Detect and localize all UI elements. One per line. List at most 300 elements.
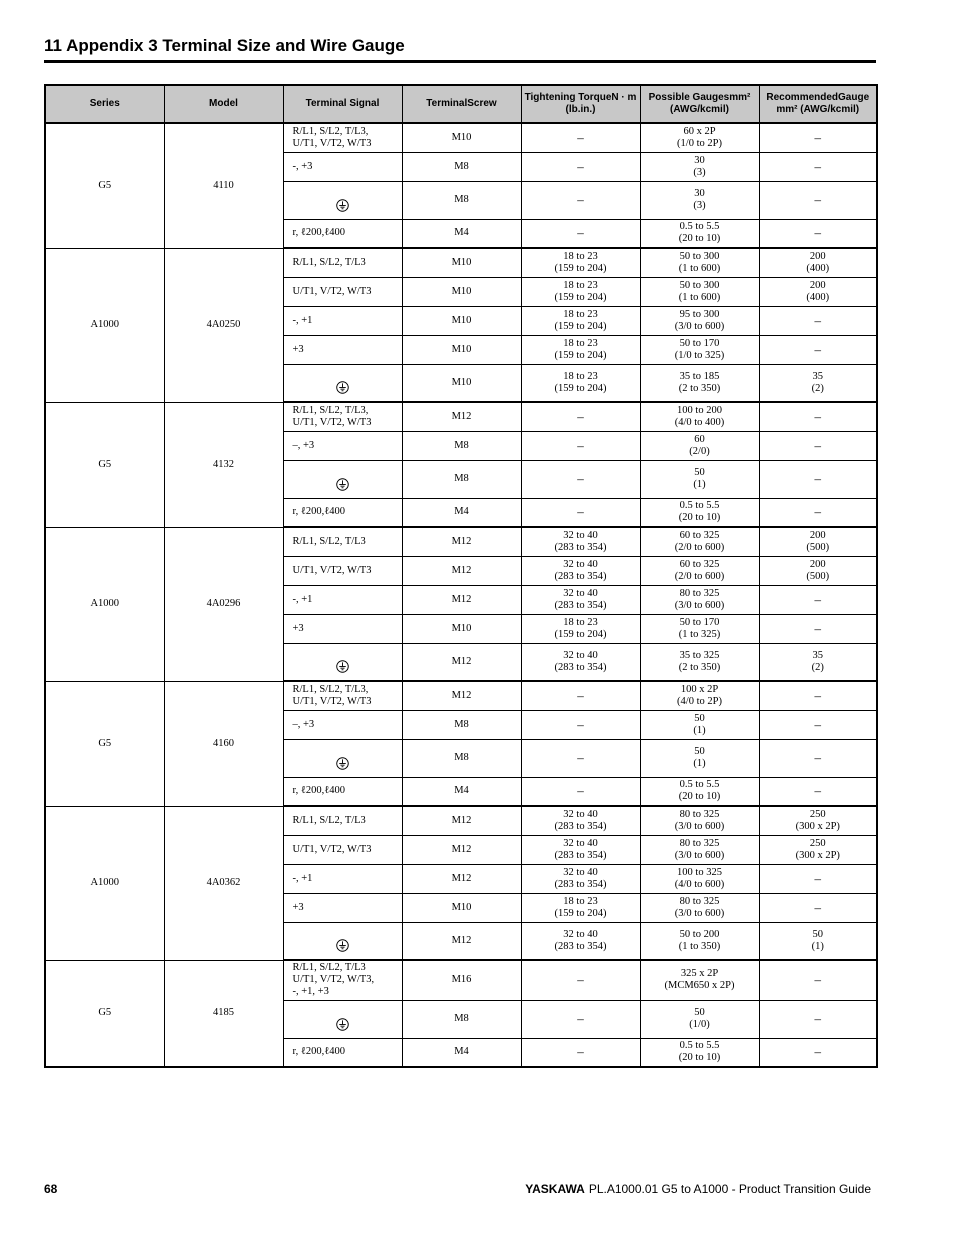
recommended-gauge-cell-line: 200 xyxy=(809,279,826,291)
recommended-gauge-cell-line: (300 x 2P) xyxy=(795,849,840,861)
tightening-torque-cell-line: (159 to 204) xyxy=(554,320,607,332)
tightening-torque-cell xyxy=(521,181,640,219)
header-tightening-torque xyxy=(521,85,640,123)
terminal-signal-cell-line: +3 xyxy=(292,622,304,634)
possible-gauge-cell-line: (MCM650 x 2P) xyxy=(664,980,735,992)
tightening-torque-cell-line: (283 to 354) xyxy=(554,570,607,582)
terminal-size-table xyxy=(44,84,878,1068)
possible-gauge-cell xyxy=(640,806,759,835)
tightening-torque-cell-line: – xyxy=(577,972,584,988)
possible-gauge-cell-line: 50 xyxy=(694,712,705,724)
tightening-torque-cell xyxy=(521,739,640,777)
possible-gauge-cell-line: 60 xyxy=(694,433,705,445)
terminal-signal-cell xyxy=(283,152,402,181)
header-terminal-signal xyxy=(283,85,402,123)
terminal-screw-cell: M8 xyxy=(402,460,521,498)
tightening-torque-cell-line: – xyxy=(577,158,584,174)
tightening-torque-cell-line: – xyxy=(577,408,584,424)
terminal-signal-cell-line: U/T1, V/T2, W/T3 xyxy=(292,285,372,297)
possible-gauge-cell-line: (4/0 to 600) xyxy=(674,878,725,890)
tightening-torque-cell-line: 18 to 23 xyxy=(563,337,598,349)
possible-gauge-cell-line: (3) xyxy=(693,166,706,178)
terminal-signal-cell xyxy=(283,527,402,556)
recommended-gauge-cell xyxy=(759,460,877,498)
table-row xyxy=(45,527,877,556)
tightening-torque-cell-line: 32 to 40 xyxy=(563,529,598,541)
terminal-signal-cell-line: R/L1, S/L2, T/L3, xyxy=(292,683,369,695)
terminal-signal-cell xyxy=(283,248,402,277)
page-number: 68 xyxy=(44,1182,58,1196)
possible-gauge-cell-line: 50 xyxy=(694,467,705,478)
recommended-gauge-cell xyxy=(759,710,877,739)
footer-doc-info xyxy=(525,1182,871,1196)
possible-gauge-cell xyxy=(640,710,759,739)
possible-gauge-cell-line: (1 to 600) xyxy=(678,291,721,303)
terminal-signal-cell xyxy=(283,710,402,739)
possible-gauge-cell-line: (1 to 325) xyxy=(678,628,721,640)
recommended-gauge-cell-line: 200 xyxy=(809,558,826,570)
header-line: Possible Gauges xyxy=(648,92,730,103)
terminal-signal-cell-line: U/T1, V/T2, W/T3 xyxy=(292,843,372,855)
recommended-gauge-cell xyxy=(759,306,877,335)
possible-gauge-cell-line: 80 to 325 xyxy=(679,837,720,849)
terminal-signal-cell xyxy=(283,498,402,527)
terminal-screw-cell: M8 xyxy=(402,1000,521,1038)
terminal-signal-cell-line: -, +1 xyxy=(292,872,313,884)
recommended-gauge-cell-line: (500) xyxy=(806,570,830,582)
terminal-signal-cell-line: R/L1, S/L2, T/L3, xyxy=(292,125,369,137)
possible-gauge-cell-line: 50 to 170 xyxy=(679,616,720,628)
possible-gauge-cell-line: (1) xyxy=(693,758,706,769)
possible-gauge-cell-line: 50 to 200 xyxy=(679,928,720,940)
terminal-screw-cell: M8 xyxy=(402,710,521,739)
tightening-torque-cell xyxy=(521,864,640,893)
header-possible-gauges xyxy=(640,85,759,123)
recommended-gauge-cell-line: – xyxy=(814,225,821,241)
terminal-signal-cell xyxy=(283,864,402,893)
tightening-torque-cell-line: (159 to 204) xyxy=(554,907,607,919)
possible-gauge-cell xyxy=(640,306,759,335)
recommended-gauge-cell-line: (2) xyxy=(811,382,824,394)
terminal-screw-cell: M4 xyxy=(402,1038,521,1067)
possible-gauge-cell-line: (1) xyxy=(693,724,706,736)
tightening-torque-cell-line: – xyxy=(577,716,584,732)
recommended-gauge-cell xyxy=(759,922,877,960)
recommended-gauge-cell-line: – xyxy=(814,972,821,988)
tightening-torque-cell-line: (283 to 354) xyxy=(554,940,607,952)
tightening-torque-cell-line: 18 to 23 xyxy=(563,279,598,291)
footer-doc-title: PL.A1000.01 G5 to A1000 - Product Transition Guide xyxy=(588,1182,871,1196)
terminal-signal-cell xyxy=(283,614,402,643)
terminal-signal-cell-line: R/L1, S/L2, T/L3 xyxy=(292,535,366,547)
terminal-signal-cell xyxy=(283,364,402,402)
recommended-gauge-cell-line: – xyxy=(814,312,821,328)
terminal-signal-cell xyxy=(283,306,402,335)
recommended-gauge-cell xyxy=(759,335,877,364)
recommended-gauge-cell-line: – xyxy=(814,437,821,453)
tightening-torque-cell-line: 32 to 40 xyxy=(563,928,598,940)
possible-gauge-cell xyxy=(640,643,759,681)
possible-gauge-cell-line: 30 xyxy=(694,154,705,166)
recommended-gauge-cell xyxy=(759,835,877,864)
tightening-torque-cell-line: – xyxy=(577,750,584,765)
header-line: Model xyxy=(209,98,238,109)
possible-gauge-cell xyxy=(640,364,759,402)
recommended-gauge-cell xyxy=(759,681,877,710)
terminal-signal-cell xyxy=(283,431,402,460)
terminal-signal-cell-line: +3 xyxy=(292,343,304,355)
terminal-signal-cell-line: +3 xyxy=(292,901,304,913)
possible-gauge-cell xyxy=(640,123,759,152)
possible-gauge-cell-line: (20 to 10) xyxy=(678,512,721,524)
possible-gauge-cell-line: 50 xyxy=(694,1007,705,1018)
header-line: Gauge mm² (AWG/ xyxy=(776,92,870,115)
terminal-signal-cell xyxy=(283,681,402,710)
recommended-gauge-cell xyxy=(759,585,877,614)
tightening-torque-cell xyxy=(521,527,640,556)
possible-gauge-cell-line: 100 to 200 xyxy=(677,404,722,416)
possible-gauge-cell-line: (1/0) xyxy=(689,1019,710,1030)
terminal-signal-cell xyxy=(283,335,402,364)
tightening-torque-cell-line: – xyxy=(577,1011,584,1026)
terminal-screw-cell: M12 xyxy=(402,643,521,681)
terminal-signal-cell xyxy=(283,1038,402,1067)
tightening-torque-cell-line: 32 to 40 xyxy=(563,649,598,661)
table-row xyxy=(45,681,877,710)
possible-gauge-cell-line: (3/0 to 600) xyxy=(674,320,725,332)
possible-gauge-cell-line: 50 xyxy=(694,746,705,757)
tightening-torque-cell xyxy=(521,681,640,710)
possible-gauge-cell xyxy=(640,893,759,922)
possible-gauge-cell-line: 80 to 325 xyxy=(679,587,720,599)
terminal-screw-cell: M12 xyxy=(402,527,521,556)
recommended-gauge-cell xyxy=(759,864,877,893)
terminal-signal-cell xyxy=(283,277,402,306)
recommended-gauge-cell-line: 35 xyxy=(812,649,823,661)
header-terminal-screw xyxy=(402,85,521,123)
terminal-signal-cell-line: -, +3 xyxy=(292,160,313,172)
tightening-torque-cell-line: 32 to 40 xyxy=(563,587,598,599)
table-body xyxy=(45,123,877,1067)
recommended-gauge-cell-line: (500) xyxy=(806,541,830,553)
terminal-signal-cell-line: U/T1, V/T2, W/T3 xyxy=(292,695,372,707)
series-cell: A1000 xyxy=(45,527,164,681)
terminal-signal-cell-line: r, ℓ200,ℓ400 xyxy=(292,506,346,518)
terminal-signal-cell-line: r, ℓ200,ℓ400 xyxy=(292,785,346,797)
recommended-gauge-cell xyxy=(759,364,877,402)
possible-gauge-cell xyxy=(640,835,759,864)
tightening-torque-cell-line: 32 to 40 xyxy=(563,808,598,820)
model-cell: 4A0362 xyxy=(164,806,283,960)
header-recommended-gauge xyxy=(759,85,877,123)
recommended-gauge-cell xyxy=(759,152,877,181)
possible-gauge-cell-line: 60 to 325 xyxy=(679,558,720,570)
tightening-torque-cell-line: (283 to 354) xyxy=(554,849,607,861)
recommended-gauge-cell xyxy=(759,402,877,431)
tightening-torque-cell-line: – xyxy=(577,471,584,486)
terminal-signal-cell-line: –, +3 xyxy=(292,718,315,730)
recommended-gauge-cell-line: – xyxy=(814,870,821,886)
terminal-signal-cell xyxy=(283,643,402,681)
tightening-torque-cell-line: – xyxy=(577,504,584,520)
possible-gauge-cell xyxy=(640,277,759,306)
header-series xyxy=(45,85,164,123)
header-model xyxy=(164,85,283,123)
recommended-gauge-cell-line: (1) xyxy=(811,940,824,952)
terminal-screw-cell: M12 xyxy=(402,922,521,960)
terminal-signal-cell-line: r, ℓ200,ℓ400 xyxy=(292,227,346,239)
header-line: Terminal xyxy=(426,98,468,109)
possible-gauge-cell-line: 50 to 300 xyxy=(679,279,720,291)
terminal-signal-cell xyxy=(283,922,402,960)
possible-gauge-cell xyxy=(640,777,759,806)
possible-gauge-cell-line: 60 x 2P xyxy=(683,125,716,137)
possible-gauge-cell xyxy=(640,960,759,1000)
possible-gauge-cell-line: (2 to 350) xyxy=(678,382,721,394)
recommended-gauge-cell-line: 50 xyxy=(812,928,823,940)
recommended-gauge-cell xyxy=(759,123,877,152)
model-cell: 4A0296 xyxy=(164,527,283,681)
possible-gauge-cell-line: 0.5 to 5.5 xyxy=(679,1040,720,1052)
terminal-signal-cell xyxy=(283,806,402,835)
possible-gauge-cell xyxy=(640,556,759,585)
recommended-gauge-cell xyxy=(759,643,877,681)
terminal-screw-cell: M4 xyxy=(402,777,521,806)
section-title: 11 Appendix 3 Terminal Size and Wire Gauge xyxy=(44,36,405,55)
recommended-gauge-cell-line: – xyxy=(814,504,821,520)
tightening-torque-cell-line: (159 to 204) xyxy=(554,349,607,361)
tightening-torque-cell xyxy=(521,277,640,306)
terminal-screw-cell: M12 xyxy=(402,585,521,614)
series-cell: G5 xyxy=(45,960,164,1067)
terminal-screw-cell: M8 xyxy=(402,152,521,181)
model-cell: 4A0250 xyxy=(164,248,283,402)
possible-gauge-cell-line: 35 to 325 xyxy=(679,649,720,661)
tightening-torque-cell-line: – xyxy=(577,225,584,241)
tightening-torque-cell-line: – xyxy=(577,192,584,207)
tightening-torque-cell-line: 32 to 40 xyxy=(563,558,598,570)
possible-gauge-cell-line: (4/0 to 400) xyxy=(674,416,725,428)
recommended-gauge-cell-line: (400) xyxy=(806,291,830,303)
recommended-gauge-cell xyxy=(759,960,877,1000)
tightening-torque-cell xyxy=(521,614,640,643)
possible-gauge-cell-line: 30 xyxy=(694,188,705,199)
tightening-torque-cell-line: (283 to 354) xyxy=(554,878,607,890)
tightening-torque-cell-line: – xyxy=(577,1044,584,1060)
recommended-gauge-cell-line: 250 xyxy=(809,808,826,820)
possible-gauge-cell-line: (2/0 to 600) xyxy=(674,570,725,582)
tightening-torque-cell-line: 18 to 23 xyxy=(563,370,598,382)
possible-gauge-cell xyxy=(640,431,759,460)
terminal-screw-cell: M8 xyxy=(402,739,521,777)
recommended-gauge-cell xyxy=(759,893,877,922)
title-rule xyxy=(44,60,876,63)
recommended-gauge-cell-line: 250 xyxy=(809,837,826,849)
series-cell: A1000 xyxy=(45,806,164,960)
recommended-gauge-cell xyxy=(759,1000,877,1038)
recommended-gauge-cell-line: – xyxy=(814,716,821,732)
terminal-signal-cell-line: –, +3 xyxy=(292,439,315,451)
tightening-torque-cell-line: (159 to 204) xyxy=(554,291,607,303)
header-line: Series xyxy=(89,98,120,109)
model-cell: 4185 xyxy=(164,960,283,1067)
terminal-screw-cell: M10 xyxy=(402,277,521,306)
possible-gauge-cell-line: 0.5 to 5.5 xyxy=(679,500,720,512)
terminal-signal-cell xyxy=(283,181,402,219)
possible-gauge-cell xyxy=(640,585,759,614)
ground-terminal-icon xyxy=(336,199,349,212)
recommended-gauge-cell-line: – xyxy=(814,687,821,703)
recommended-gauge-cell xyxy=(759,277,877,306)
terminal-signal-cell xyxy=(283,460,402,498)
header-line: kcmil) xyxy=(830,104,860,115)
terminal-screw-cell: M12 xyxy=(402,835,521,864)
possible-gauge-cell-line: (3/0 to 600) xyxy=(674,599,725,611)
recommended-gauge-cell-line: (2) xyxy=(811,661,824,673)
terminal-screw-cell: M4 xyxy=(402,219,521,248)
ground-terminal-icon xyxy=(336,478,349,491)
table-row xyxy=(45,123,877,152)
recommended-gauge-cell xyxy=(759,777,877,806)
tightening-torque-cell-line: (159 to 204) xyxy=(554,262,607,274)
possible-gauge-cell xyxy=(640,402,759,431)
recommended-gauge-cell-line: (300 x 2P) xyxy=(795,820,840,832)
tightening-torque-cell xyxy=(521,835,640,864)
recommended-gauge-cell-line: – xyxy=(814,591,821,607)
tightening-torque-cell-line: – xyxy=(577,437,584,453)
tightening-torque-cell xyxy=(521,1000,640,1038)
possible-gauge-cell-line: (3) xyxy=(693,200,706,211)
possible-gauge-cell-line: (4/0 to 2P) xyxy=(677,695,722,707)
header-line: mm² (AWG/kcmil) xyxy=(670,92,751,115)
possible-gauge-cell-line: 50 to 300 xyxy=(679,250,720,262)
tightening-torque-cell xyxy=(521,431,640,460)
series-cell: G5 xyxy=(45,123,164,248)
recommended-gauge-cell xyxy=(759,556,877,585)
series-cell: A1000 xyxy=(45,248,164,402)
terminal-screw-cell: M10 xyxy=(402,364,521,402)
terminal-screw-cell: M10 xyxy=(402,893,521,922)
terminal-signal-cell-line: r, ℓ200,ℓ400 xyxy=(292,1046,346,1058)
header-line: Terminal Signal xyxy=(305,98,380,109)
recommended-gauge-cell xyxy=(759,248,877,277)
terminal-signal-cell xyxy=(283,893,402,922)
terminal-signal-cell-line: U/T1, V/T2, W/T3 xyxy=(292,564,372,576)
tightening-torque-cell xyxy=(521,248,640,277)
terminal-signal-cell xyxy=(283,585,402,614)
recommended-gauge-cell xyxy=(759,181,877,219)
possible-gauge-cell-line: (3/0 to 600) xyxy=(674,907,725,919)
terminal-signal-cell xyxy=(283,960,402,1000)
tightening-torque-cell-line: 18 to 23 xyxy=(563,250,598,262)
recommended-gauge-cell-line: – xyxy=(814,1011,821,1026)
header-line: N · m (lb.in.) xyxy=(565,92,637,115)
possible-gauge-cell-line: 100 x 2P xyxy=(680,683,719,695)
recommended-gauge-cell xyxy=(759,431,877,460)
recommended-gauge-cell-line: – xyxy=(814,620,821,636)
possible-gauge-cell-line: (20 to 10) xyxy=(678,791,721,803)
terminal-signal-cell-line: -, +1 xyxy=(292,314,313,326)
terminal-signal-cell xyxy=(283,835,402,864)
possible-gauge-cell-line: (2/0) xyxy=(689,445,710,457)
tightening-torque-cell xyxy=(521,643,640,681)
table-header-row xyxy=(45,85,877,123)
recommended-gauge-cell-line: – xyxy=(814,192,821,207)
tightening-torque-cell-line: (159 to 204) xyxy=(554,382,607,394)
tightening-torque-cell xyxy=(521,556,640,585)
terminal-screw-cell: M12 xyxy=(402,864,521,893)
tightening-torque-cell-line: (283 to 354) xyxy=(554,541,607,553)
possible-gauge-cell xyxy=(640,181,759,219)
tightening-torque-cell xyxy=(521,402,640,431)
possible-gauge-cell xyxy=(640,739,759,777)
recommended-gauge-cell-line: – xyxy=(814,899,821,915)
terminal-signal-cell-line: R/L1, S/L2, T/L3 xyxy=(292,962,366,974)
tightening-torque-cell-line: (159 to 204) xyxy=(554,628,607,640)
recommended-gauge-cell-line: – xyxy=(814,750,821,765)
tightening-torque-cell xyxy=(521,922,640,960)
possible-gauge-cell xyxy=(640,1038,759,1067)
ground-terminal-icon xyxy=(336,660,349,673)
possible-gauge-cell-line: (20 to 10) xyxy=(678,233,721,245)
recommended-gauge-cell-line: – xyxy=(814,408,821,424)
possible-gauge-cell xyxy=(640,335,759,364)
possible-gauge-cell-line: 60 to 325 xyxy=(679,529,720,541)
series-cell: G5 xyxy=(45,402,164,527)
recommended-gauge-cell xyxy=(759,806,877,835)
terminal-signal-cell xyxy=(283,777,402,806)
model-cell: 4110 xyxy=(164,123,283,248)
terminal-screw-cell: M10 xyxy=(402,248,521,277)
possible-gauge-cell-line: 35 to 185 xyxy=(679,370,720,382)
tightening-torque-cell-line: – xyxy=(577,129,584,145)
tightening-torque-cell-line: (283 to 354) xyxy=(554,820,607,832)
possible-gauge-cell-line: (20 to 10) xyxy=(678,1052,721,1064)
tightening-torque-cell xyxy=(521,306,640,335)
possible-gauge-cell xyxy=(640,614,759,643)
terminal-signal-cell-line: -, +1 xyxy=(292,593,313,605)
terminal-signal-cell xyxy=(283,123,402,152)
series-cell: G5 xyxy=(45,681,164,806)
terminal-screw-cell: M8 xyxy=(402,181,521,219)
header-line: Tightening Torque xyxy=(524,92,612,103)
possible-gauge-cell xyxy=(640,152,759,181)
terminal-screw-cell: M4 xyxy=(402,498,521,527)
recommended-gauge-cell xyxy=(759,527,877,556)
tightening-torque-cell-line: 18 to 23 xyxy=(563,616,598,628)
header-line: Recommended xyxy=(766,92,839,103)
possible-gauge-cell xyxy=(640,864,759,893)
tightening-torque-cell xyxy=(521,585,640,614)
tightening-torque-cell xyxy=(521,364,640,402)
terminal-screw-cell: M12 xyxy=(402,806,521,835)
tightening-torque-cell xyxy=(521,1038,640,1067)
possible-gauge-cell-line: (1 to 600) xyxy=(678,262,721,274)
terminal-screw-cell: M16 xyxy=(402,960,521,1000)
terminal-screw-cell: M10 xyxy=(402,614,521,643)
terminal-signal-cell-line: U/T1, V/T2, W/T3 xyxy=(292,137,372,149)
possible-gauge-cell-line: 95 to 300 xyxy=(679,308,720,320)
recommended-gauge-cell xyxy=(759,498,877,527)
tightening-torque-cell-line: 32 to 40 xyxy=(563,866,598,878)
terminal-signal-cell-line: U/T1, V/T2, W/T3, xyxy=(292,974,375,986)
possible-gauge-cell-line: 0.5 to 5.5 xyxy=(679,779,720,791)
tightening-torque-cell-line: – xyxy=(577,687,584,703)
tightening-torque-cell-line: 18 to 23 xyxy=(563,895,598,907)
terminal-screw-cell: M10 xyxy=(402,123,521,152)
model-cell: 4132 xyxy=(164,402,283,527)
terminal-signal-cell xyxy=(283,219,402,248)
